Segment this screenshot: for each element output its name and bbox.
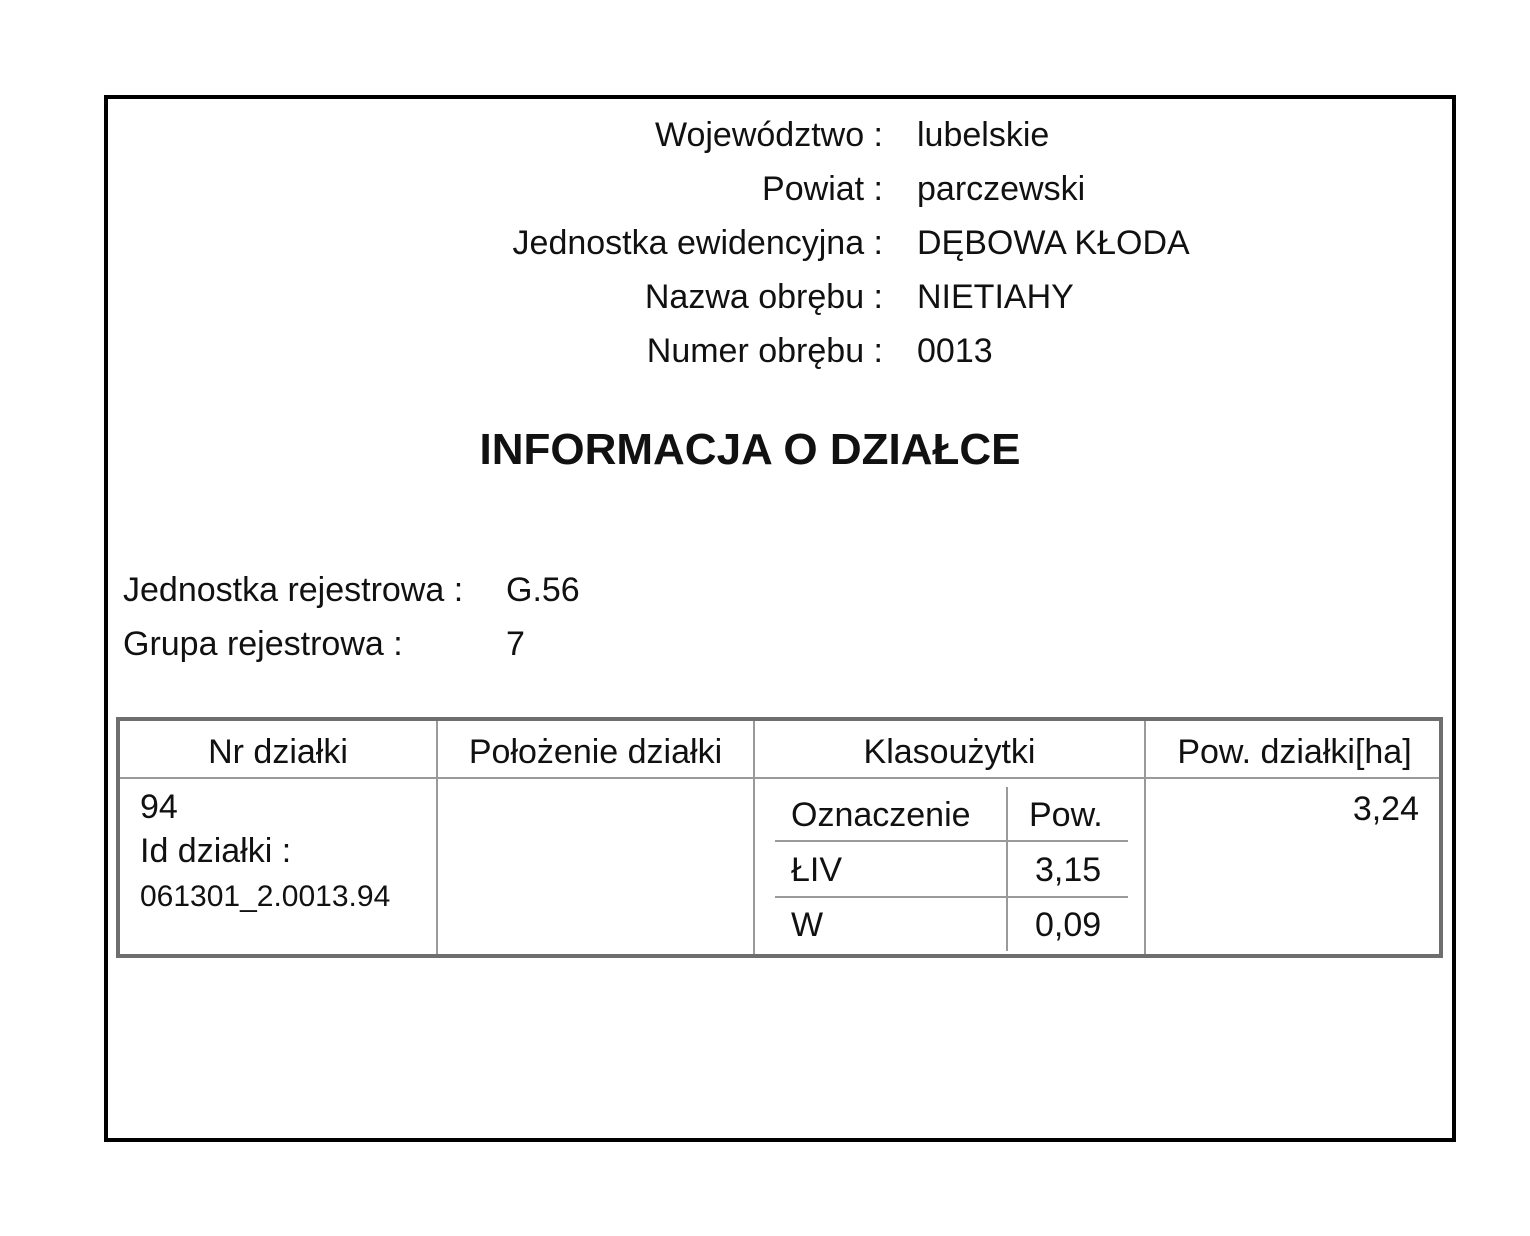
registry-unit-value: G.56 (506, 571, 580, 609)
parcel-id-label: Id działki : (140, 832, 292, 870)
land-class-divider (775, 896, 1128, 898)
voivodeship-value: lubelskie (917, 116, 1050, 154)
header-row-unit (0, 221, 1530, 265)
header-row-county (0, 167, 1530, 211)
voivodeship-label: Województwo : (654, 116, 883, 154)
document-title: INFORMACJA O DZIAŁCE (479, 425, 1021, 474)
column-header-land-classes: Klasoużytki (863, 733, 1036, 771)
land-class-area: 0,09 (1035, 906, 1102, 944)
precinct-number-label: Numer obrębu : (646, 332, 883, 370)
county-label: Powiat : (762, 170, 883, 208)
land-class-column-divider (1006, 787, 1008, 951)
registry-group-value: 7 (506, 625, 525, 663)
parcel-area-total: 3,24 (1352, 790, 1419, 828)
land-class-divider (775, 840, 1128, 842)
parcel-table (116, 717, 1443, 958)
registry-group-label: Grupa rejestrowa : (123, 625, 403, 663)
column-header-parcel-number: Nr działki (208, 733, 348, 771)
header-row-voivodeship (0, 113, 1530, 157)
land-class-symbol: ŁIV (791, 851, 843, 889)
column-header-location: Położenie działki (468, 733, 723, 771)
land-class-header-area: Pow. (1029, 796, 1103, 834)
precinct-name-value: NIETIAHY (917, 278, 1074, 316)
land-class-area: 3,15 (1035, 851, 1102, 889)
header-row-precinct-name (0, 275, 1530, 319)
header-row-precinct-number (0, 329, 1530, 373)
land-class-header-symbol: Oznaczenie (791, 796, 971, 834)
county-value: parczewski (917, 170, 1086, 208)
precinct-name-label: Nazwa obrębu : (644, 278, 883, 316)
column-header-area: Pow. działki[ha] (1177, 733, 1412, 771)
registry-unit-label: Jednostka rejestrowa : (123, 571, 464, 609)
cadastral-unit-value: DĘBOWA KŁODA (917, 224, 1190, 262)
parcel-id: 061301_2.0013.94 (140, 880, 391, 913)
precinct-number-value: 0013 (917, 332, 993, 370)
parcel-number: 94 (140, 788, 178, 826)
cadastral-unit-label: Jednostka ewidencyjna : (512, 224, 883, 262)
land-class-symbol: W (791, 906, 824, 944)
